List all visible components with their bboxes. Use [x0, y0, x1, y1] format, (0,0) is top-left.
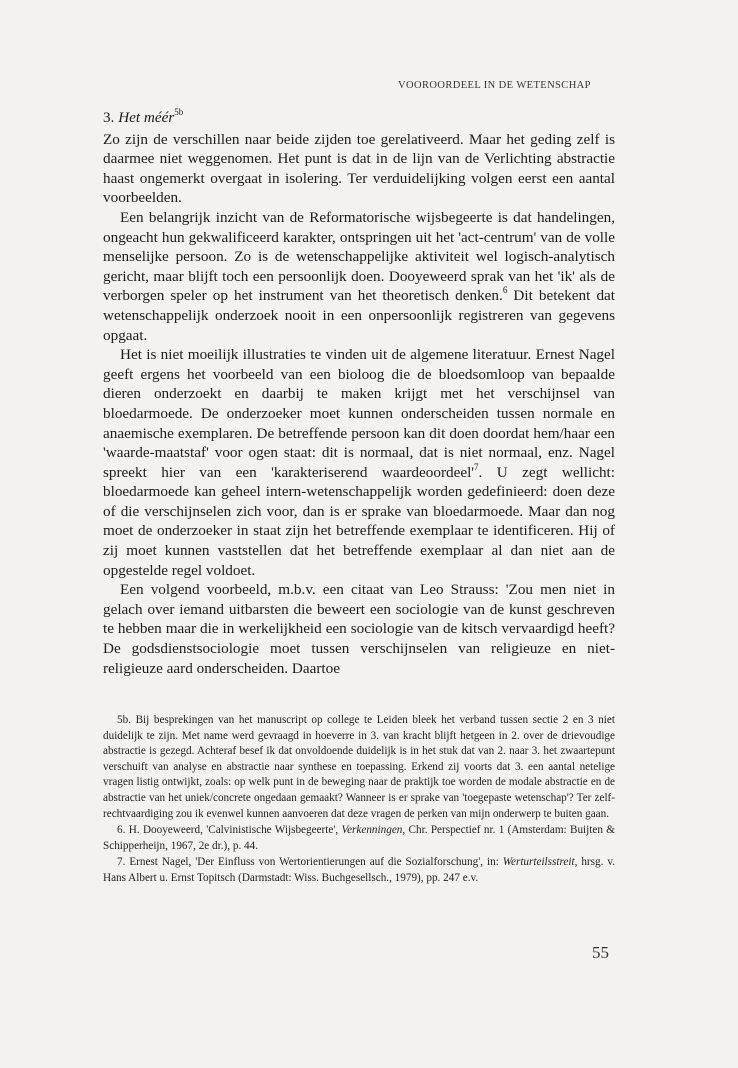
- footnote-ref-7[interactable]: 7: [474, 461, 479, 472]
- section-number: 3.: [103, 109, 115, 126]
- paragraph-3-text: Het is niet moeilijk illustraties te vinden uit de algemene literatuur. Ernest Nagel geeft ergens het voorbeeld van een bioloog die de bloedsomloop van bepaalde dieren onderzoekt en daarbij te maken krijgt met het verschijnsel van bloedarmoede. De onderzoeker moet kunnen onderscheiden tussen normale en anaemische exemplaren. De betreffende persoon kan dit doen doordat hem/haar een 'waarde-maatstaf' voor ogen staat: dit is normaal, dat is niet normaal, enz. Nagel spreekt hier van een 'karakteriserend waardeoordeel': [103, 346, 615, 481]
- paragraph-1: Zo zijn de verschillen naar beide zijden toe gerelativeerd. Maar het geding zelf is daarmee niet weggenomen. Het punt is dat in de lijn van de Verlichting abstractie haast ongemerkt overgaat in isolering. Ter verduidelijking volgen eerst een aantal voorbeelden.: [103, 130, 615, 207]
- section-title: Het méér: [118, 109, 175, 126]
- footnote-6: [103, 823, 615, 854]
- footnote-6-text-a: 6. H. Dooyeweerd, 'Calvinistische Wijsbegeerte',: [117, 824, 342, 837]
- footnote-6-title: Verkenningen: [341, 824, 403, 837]
- footnotes: [103, 713, 615, 888]
- body-text: [103, 108, 615, 678]
- footnote-5b: 5b. Bij besprekingen van het manuscript op college te Leiden bleek het verband tussen sectie 2 en 3 niet duidelijk te zijn. Met name werd gevraagd in hoeverre in 3. van kracht blijft hetgeen in 2. over de drievoudige abstractie is gezegd. Achteraf besef ik dat onvoldoende duidelijk is in het stuk dat van 2. naar 3. het zwaartepunt verschuift van analyse en abstractie naar synthese en toepassing. Erkend zij voorts dat 3. een aantal netelige vragen listig ontwijkt, zoals: op welk punt in de beweging naar de praktijk toe worden de modale abstractie en de abstractie van het uniek/concrete ongedaan gemaakt? Wanneer is er sprake van 'toegepaste wetenschap'? Ter zelf-rechtvaardiging zou ik evenwel kunnen aanvoeren dat deze vragen de perken van mijn onderwerp te buiten gaan.: [103, 714, 615, 820]
- footnote-6-text-c: , Chr. Perspectief nr. 1 (Amsterdam: Buijten & Schipperheijn, 1967, 2e dr.), p. 44.: [103, 824, 615, 852]
- paragraph-2: [103, 208, 615, 345]
- footnote-7-title: Werturteilsstreit,: [502, 856, 578, 869]
- paragraph-2-text: Een belangrijk inzicht van de Reformatorische wijsbegeerte is dat handelingen, ongeacht hun gekwalificeerd karakter, ontspringen uit het 'act-centrum' van de volle menselijke persoon. Zo is de wetenschappelijke aktiviteit wel logisch-analytisch gericht, maar blijft toch een persoonlijk doen. Dooyeweerd sprak van het 'ik' als de verborgen speler op het instrument van het theoretisch denken.: [103, 208, 615, 305]
- paragraph-3: [103, 345, 615, 580]
- footnote-ref-5b[interactable]: 5b: [174, 106, 184, 117]
- footnote-7-text-c: hrsg. v. Hans Albert u. Ernst Topitsch (Darmstadt: Wiss. Buchgesellsch., 1979), pp. 247 e.v.: [103, 856, 615, 884]
- section-heading: [103, 108, 615, 128]
- footnote-7-text-a: 7. Ernest Nagel, 'Der Einfluss von Wertorientierungen auf die Sozialforschung', in:: [117, 856, 503, 869]
- page-number: 55: [592, 943, 609, 962]
- paragraph-3-tail: . U zegt wellicht: bloedarmoede kan geheel intern-wetenschappelijk worden gedefinieerd: doen deze of die verschijnselen zich voor, dan is er sprake van bloedarmoede. Maar dan nog moet de onderzoeker in staat zijn het betreffende exemplaar te identificeren. Hij of zij moet kunnen vaststellen dat het betreffende exemplaar al dan niet aan de opgestelde regel voldoet.: [103, 463, 615, 579]
- footnote-ref-6[interactable]: 6: [502, 285, 508, 296]
- running-header: VOOROORDEEL IN DE WETENSCHAP: [398, 80, 591, 91]
- paragraph-2-tail: Dit betekent dat wetenschappelijk onderzoek nooit in een onpersoonlijk registreren van gegevens opgaat.: [103, 287, 616, 344]
- paragraph-4: Een volgend voorbeeld, m.b.v. een citaat van Leo Strauss: 'Zou men niet in gelach over iemand uitbarsten die beweert een sociologie van de kunst geschreven te hebben maar die in werkelijkheid een sociologie van de kitsch vervaardigd heeft? De godsdienstsociologie moet tussen verschijnselen van religieuze en niet-religieuze aard onderscheiden. Daartoe: [103, 581, 615, 677]
- footnote-7: [103, 855, 615, 886]
